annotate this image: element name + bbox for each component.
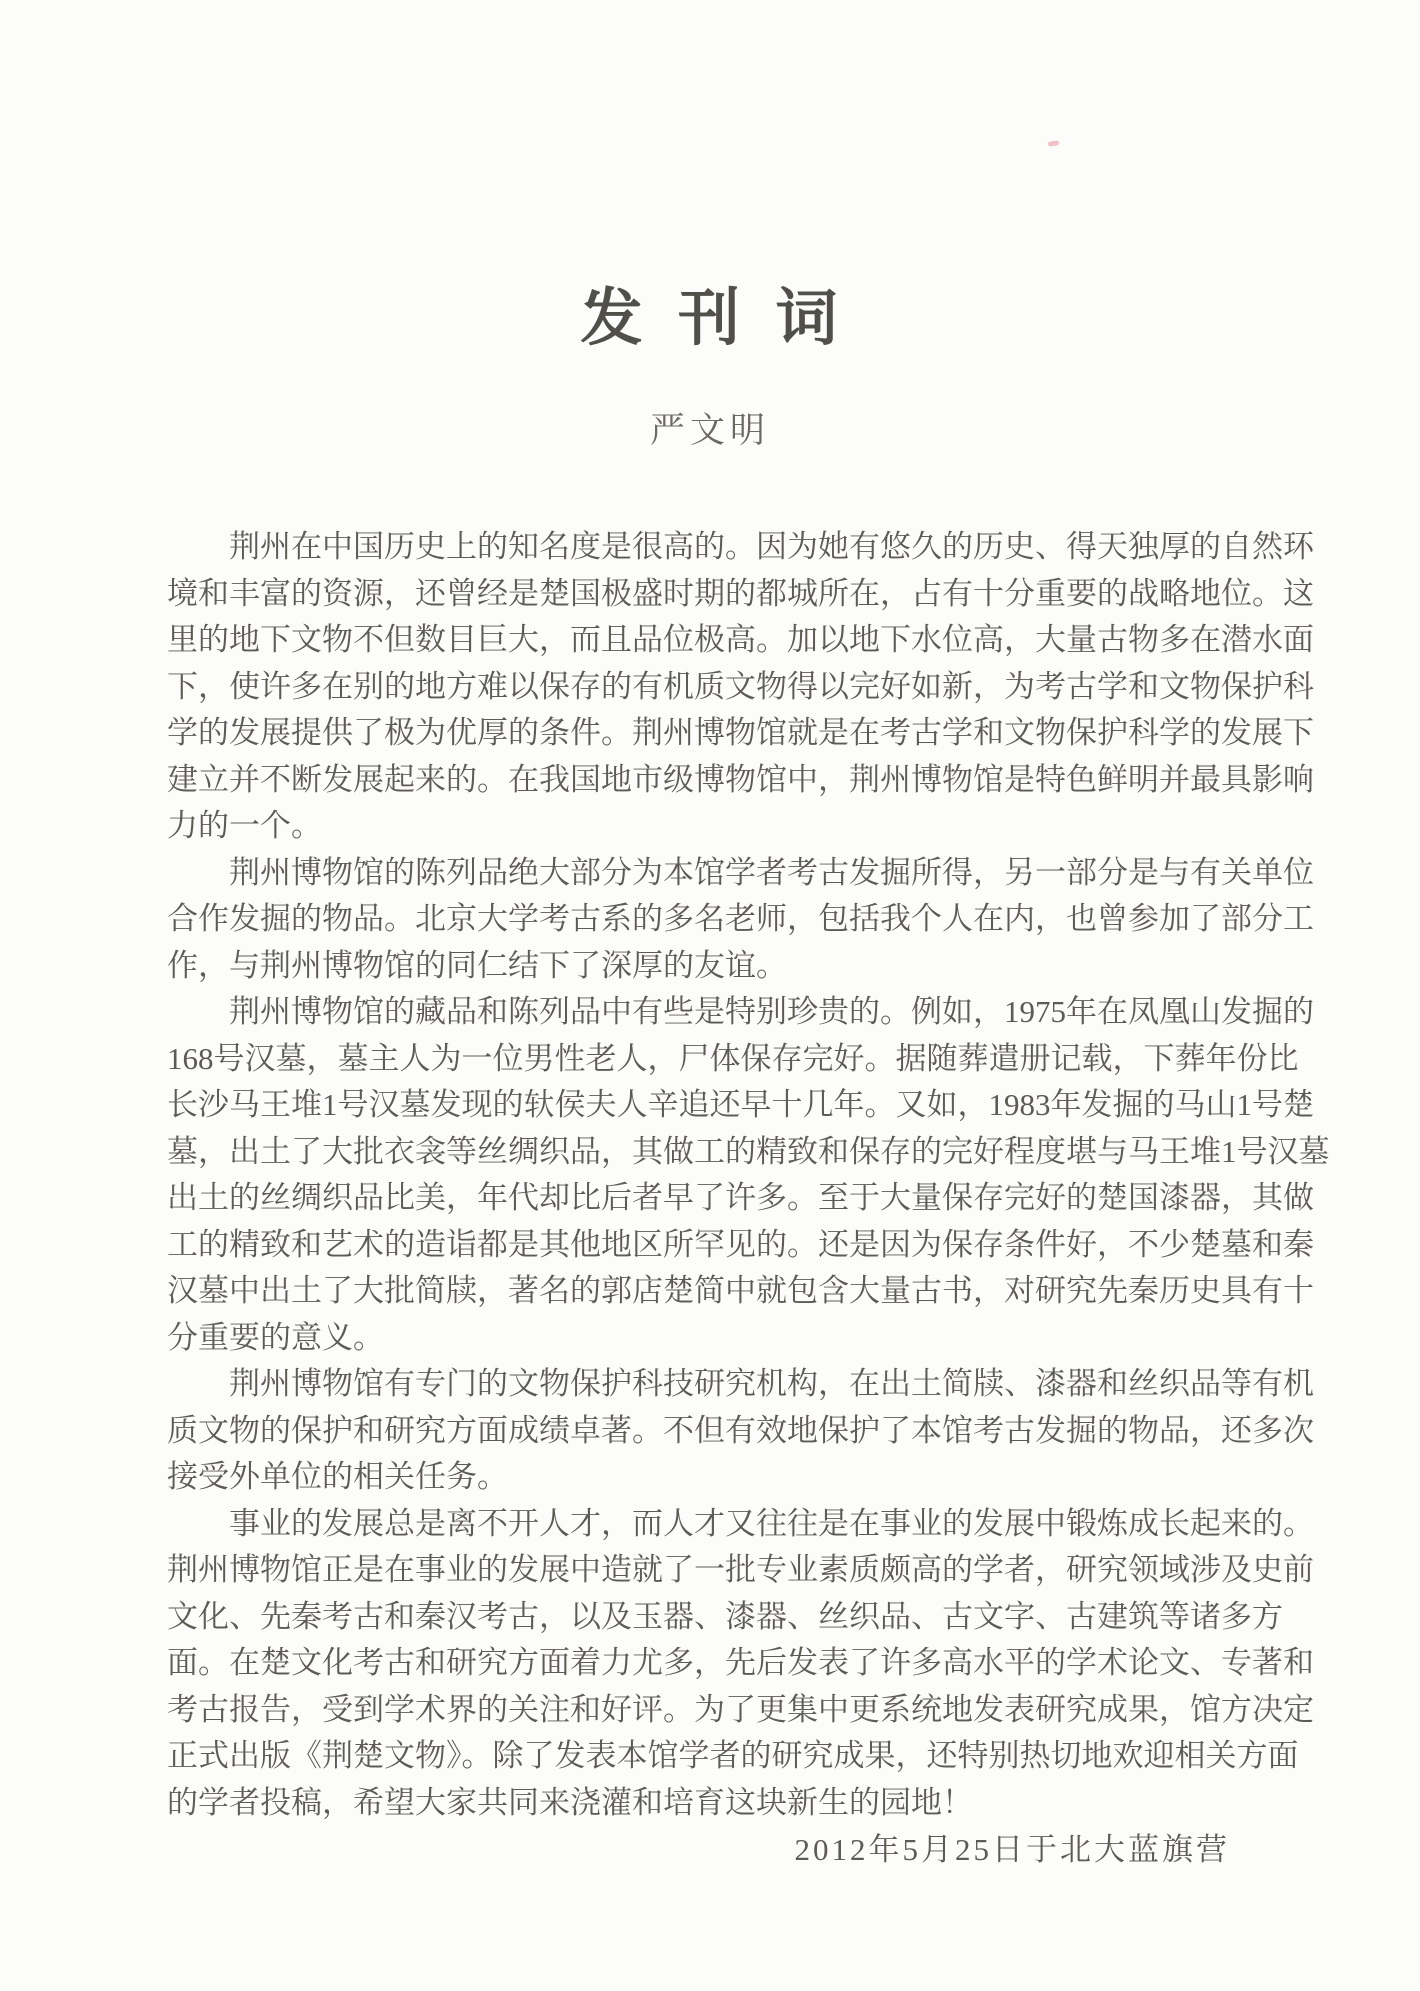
text-line: 分重要的意义。 [167, 1319, 384, 1355]
text-line: 工的精致和艺术的造诣都是其他地区所罕见的。还是因为保存条件好，不少楚墓和秦 [167, 1226, 1314, 1262]
text-line: 质文物的保护和研究方面成绩卓著。不但有效地保护了本馆考古发掘的物品，还多次 [167, 1412, 1314, 1448]
page-title: 发 刊 词 [580, 285, 840, 353]
text-line: 合作发掘的物品。北京大学考古系的多名老师，包括我个人在内，也曾参加了部分工 [167, 901, 1314, 936]
text-line: 正式出版《荆楚文物》。除了发表本馆学者的研究成果，还特别热切地欢迎相关方面 [167, 1738, 1299, 1773]
text-line: 事业的发展总是离不开人才，而人才又往往是在事业的发展中锻炼成长起来的。 [229, 1505, 1314, 1541]
text-line: 墓，出土了大批衣衾等丝绸织品，其做工的精致和保存的完好程度堪与马王堆1号汉墓 [167, 1133, 1330, 1169]
author-name: 严文明 [649, 411, 770, 450]
text-line: 荆州博物馆正是在事业的发展中造就了一批专业素质颇高的学者，研究领域涉及史前 [167, 1552, 1314, 1587]
text-line: 境和丰富的资源，还曾经是楚国极盛时期的都城所在，占有十分重要的战略地位。这 [167, 575, 1314, 611]
paragraph [167, 1361, 1314, 1501]
text-line: 学的发展提供了极为优厚的条件。荆州博物馆就是在考古学和文物保护科学的发展下 [167, 715, 1314, 750]
text-line: 作，与荆州博物馆的同仁结下了深厚的友谊。 [167, 947, 787, 983]
text-line: 出土的丝绸织品比美，年代却比后者早了许多。至于大量保存完好的楚国漆器，其做 [167, 1180, 1314, 1215]
paragraph [167, 1501, 1314, 1827]
text-line: 荆州博物馆的陈列品绝大部分为本馆学者考古发掘所得，另一部分是与有关单位 [229, 854, 1314, 890]
paragraph [167, 524, 1314, 850]
text-line: 下，使许多在别的地方难以保存的有机质文物得以完好如新，为考古学和文物保护科 [167, 668, 1314, 704]
text-line: 文化、先秦考古和秦汉考古，以及玉器、漆器、丝织品、古文字、古建筑等诸多方 [167, 1598, 1283, 1634]
text-line: 荆州在中国历史上的知名度是很高的。因为她有悠久的历史、得天独厚的自然环 [229, 529, 1314, 564]
text-line: 荆州博物馆有专门的文物保护科技研究机构，在出土简牍、漆器和丝织品等有机 [229, 1366, 1314, 1401]
text-line: 里的地下文物不但数目巨大，而且品位极高。加以地下水位高，大量古物多在潜水面 [167, 622, 1314, 657]
text-line: 接受外单位的相关任务。 [167, 1459, 508, 1494]
text-line: 面。在楚文化考古和研究方面着力尤多，先后发表了许多高水平的学术论文、专著和 [167, 1645, 1314, 1680]
text-line: 汉墓中出土了大批简牍，著名的郭店楚简中就包含大量古书，对研究先秦历史具有十 [167, 1273, 1314, 1308]
dateline: 2012年5月25日于北大蓝旗营 [794, 1832, 1230, 1867]
pink-scan-mark [1048, 140, 1060, 146]
text-line: 建立并不断发展起来的。在我国地市级博物馆中，荆州博物馆是特色鲜明并最具影响 [167, 761, 1314, 797]
text-line: 长沙马王堆1号汉墓发现的轪侯夫人辛追还早十几年。又如，1983年发掘的马山1号楚 [167, 1087, 1314, 1122]
text-line: 力的一个。 [167, 808, 322, 843]
paragraph [167, 989, 1330, 1361]
text-line: 的学者投稿，希望大家共同来浇灌和培育这块新生的园地！ [167, 1784, 973, 1820]
paragraph [167, 850, 1314, 990]
text-line: 荆州博物馆的藏品和陈列品中有些是特别珍贵的。例如，1975年在凤凰山发掘的 [229, 994, 1314, 1029]
text-line: 考古报告，受到学术界的关注和好评。为了更集中更系统地发表研究成果，馆方决定 [167, 1691, 1314, 1727]
text-line: 168号汉墓，墓主人为一位男性老人，尸体保存完好。据随葬遣册记载，下葬年份比 [167, 1040, 1299, 1076]
body-text [167, 524, 1330, 1826]
